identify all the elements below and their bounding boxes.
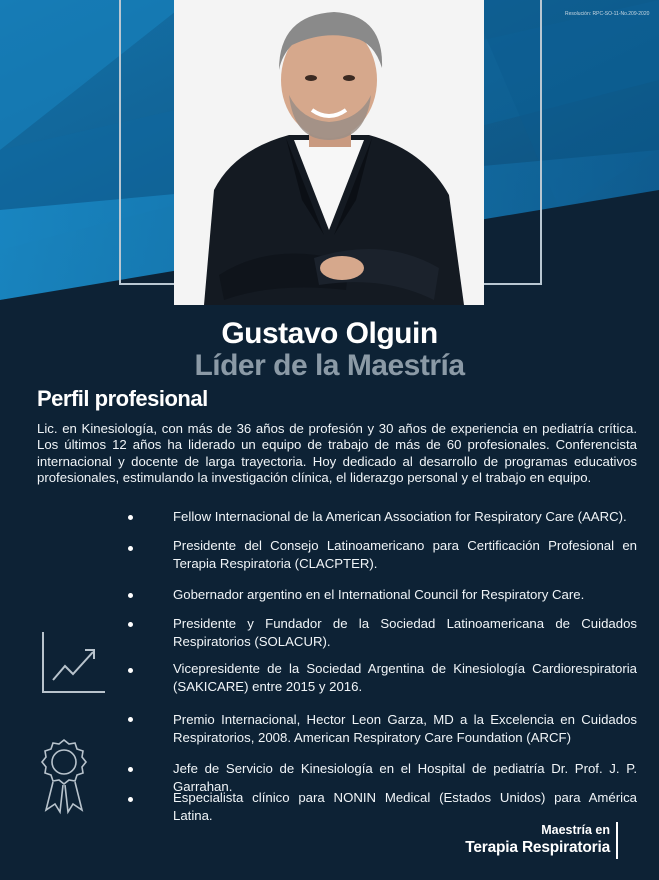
bullet-icon [128,622,133,627]
bullet-icon [128,717,133,722]
list-item: Presidente y Fundador de la Sociedad Latinoamericana de Cuidados Respiratorios (SOLACUR). [173,616,637,649]
brand-divider [616,822,618,859]
bullet-icon [128,546,133,551]
bullet-icon [128,593,133,598]
profile-name: Gustavo Olguin [221,317,438,350]
bullet-icon [128,767,133,772]
resolution-code: Resolución: RPC-SO-11-No.209-2020 [565,11,650,17]
list-item: Jefe de Servicio de Kinesiología en el Hospital de pediatría Dr. Prof. J. P. Garrahan. [173,761,637,794]
list-item: Presidente del Consejo Latinoamericano para Certificación Profesional en Terapia Respiratoria (CLACPTER). [173,538,637,571]
profile-role: Líder de la Maestría [194,349,465,382]
brand-line-1: Maestría en [541,823,610,837]
award-ribbon-icon [36,738,92,816]
growth-chart-icon [33,630,107,702]
list-item: Gobernador argentino en el International Council for Respiratory Care. [173,587,585,602]
bullet-icon [128,668,133,673]
section-title: Perfil profesional [37,386,208,411]
bullet-icon [128,515,133,520]
list-item: Premio Internacional, Hector Leon Garza, MD a la Excelencia en Cuidados Respiratorios, 2008. American Respiratory Care Foundation (ARCF) [173,712,637,745]
portrait-photo [174,0,484,305]
list-item: Especialista clínico para NONIN Medical (Estados Unidos) para América Latina. [173,790,637,823]
brand-line-2: Terapia Respiratoria [465,839,610,856]
list-item: Vicepresidente de la Sociedad Argentina de Kinesiología Cardiorespiratoria (SAKICARE) entre 2015 y 2016. [173,661,637,694]
brand-logo [465,822,610,858]
profile-bio: Lic. en Kinesiología, con más de 36 años de profesión y 30 años de experiencia en pediatría crítica. Los últimos 12 años ha liderado un equipo de trabajo de más de 60 profesionales. Conferencista internacional y docente de larga trayectoria. Hoy dedicado al desarrollo de programas educativos profesionales, estimulando la investigación clínica, el liderazgo personal y el trabajo en equipo. [37,421,637,485]
list-item: Fellow Internacional de la American Association for Respiratory Care (AARC). [173,509,627,524]
bullet-icon [128,797,133,802]
